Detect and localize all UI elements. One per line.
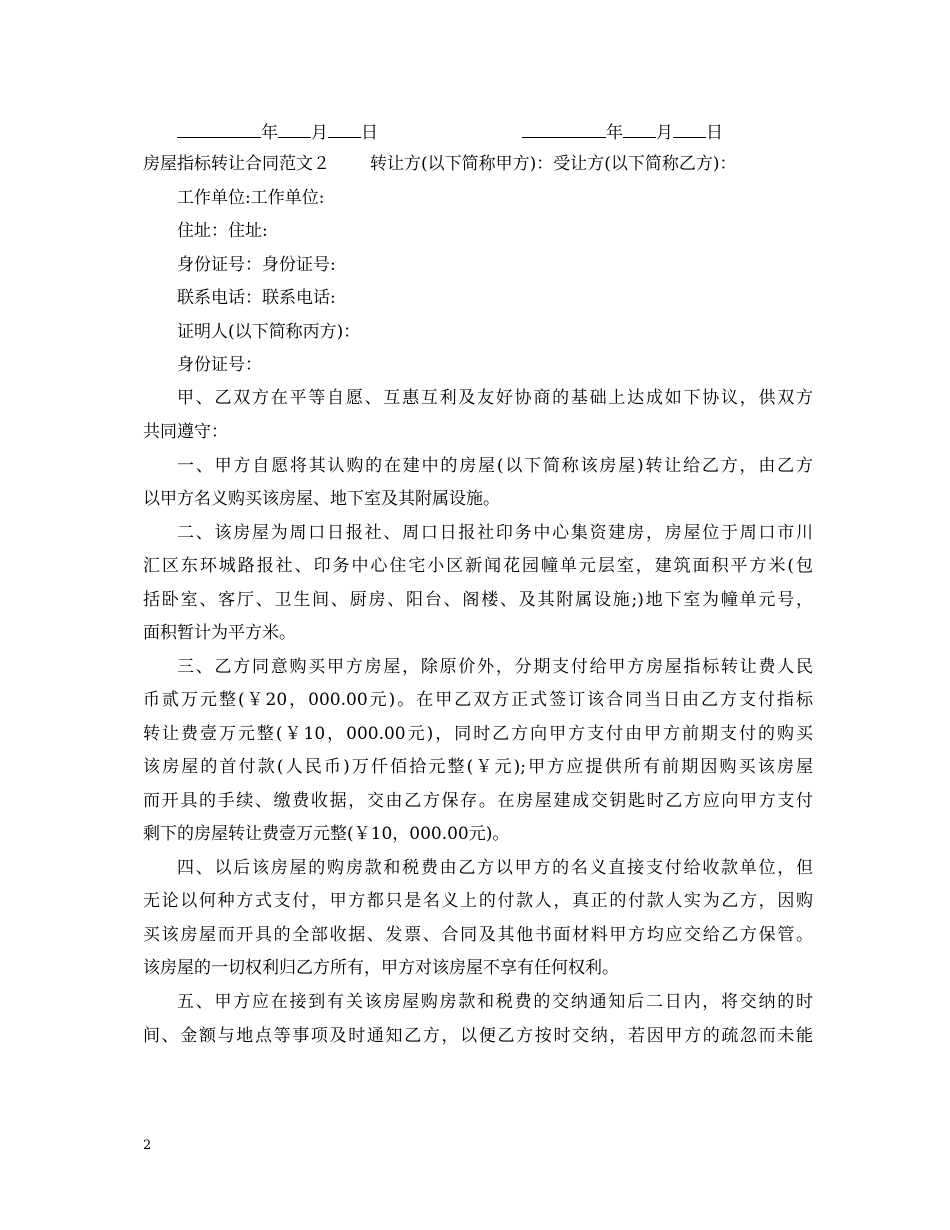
parties-label: 转让方(以下简称甲方)：受让方(以下简称乙方)：	[370, 154, 737, 174]
body-line: 无论以何种方式支付，甲方都只是名义上的付款人，真正的付款人实为乙方，因购	[143, 891, 813, 911]
body-line: 剩下的房屋转让费壹万元整(￥10，000.00元)。	[143, 824, 510, 844]
page-number: 2	[143, 1138, 152, 1153]
body-line: 汇区东环城路报社、印务中心住宅小区新闻花园幢单元层室，建筑面积平方米(包	[143, 556, 813, 576]
phone-field: 联系电话：联系电话:	[177, 288, 336, 308]
body-line: 二、该房屋为周口日报社、周口日报社印务中心集资建房，房屋位于周口市川	[177, 523, 813, 543]
document-title: 房屋指标转让合同范文２	[143, 154, 330, 174]
body-line: 而开具的手续、缴费收据，交由乙方保存。在房屋建成交钥匙时乙方应向甲方支付	[143, 791, 813, 811]
body-line: 买该房屋而开具的全部收据、发票、合同及其他书面材料甲方均应交给乙方保管。	[143, 925, 813, 945]
id-number-field: 身份证号：身份证号:	[177, 255, 336, 275]
day-blank	[673, 120, 706, 138]
title-line	[143, 154, 813, 174]
date-left	[177, 120, 378, 143]
month-blank	[623, 120, 656, 138]
year-blank	[177, 120, 261, 138]
body-line: 甲、乙双方在平等自愿、互惠互利及友好协商的基础上达成如下协议，供双方	[177, 388, 813, 408]
month-label: 月	[311, 123, 328, 143]
address-field: 住址：住址:	[177, 221, 268, 241]
month-label: 月	[656, 123, 673, 143]
year-blank	[522, 120, 606, 138]
body-line: 以甲方名义购买该房屋、地下室及其附属设施。	[143, 489, 500, 509]
year-label: 年	[261, 123, 278, 143]
body-line: 间、金额与地点等事项及时通知乙方，以便乙方按时交纳，若因甲方的疏忽而未能	[143, 1026, 813, 1046]
body-line: 一、甲方自愿将其认购的在建中的房屋(以下简称该房屋)转让给乙方，由乙方	[177, 456, 813, 476]
body-line: 转让费壹万元整(￥10，000.00元)，同时乙方向甲方支付由甲方前期支付的购买	[143, 724, 813, 744]
witness-id-field: 身份证号：	[177, 355, 262, 375]
body-line: 三、乙方同意购买甲方房屋，除原价外，分期支付给甲方房屋指标转让费人民	[177, 657, 813, 677]
body-line: 五、甲方应在接到有关该房屋购房款和税费的交纳通知后二日内，将交纳的时	[177, 992, 813, 1012]
day-label: 日	[361, 123, 378, 143]
day-blank	[328, 120, 361, 138]
body-line: 该房屋的首付款(人民币)万仟佰拾元整(￥元);甲方应提供所有前期因购买该房屋	[143, 757, 813, 777]
body-line: 该房屋的一切权利归乙方所有，甲方对该房屋不享有任何权利。	[143, 958, 619, 978]
work-unit-field: 工作单位:工作单位:	[177, 188, 325, 208]
month-blank	[278, 120, 311, 138]
witness-field: 证明人(以下简称丙方)：	[177, 322, 361, 342]
body-line: 四、以后该房屋的购房款和税费由乙方以甲方的名义直接支付给收款单位，但	[177, 858, 813, 878]
body-line: 币贰万元整(￥20，000.00元)。在甲乙双方正式签订该合同当日由乙方支付指标	[143, 690, 813, 710]
year-label: 年	[606, 123, 623, 143]
day-label: 日	[706, 123, 723, 143]
body-line: 共同遵守：	[143, 422, 228, 442]
body-line: 括卧室、客厅、卫生间、厨房、阳台、阁楼、及其附属设施;)地下室为幢单元号，	[143, 590, 813, 610]
body-line: 面积暂计为平方米。	[143, 623, 296, 643]
date-right	[522, 120, 723, 143]
